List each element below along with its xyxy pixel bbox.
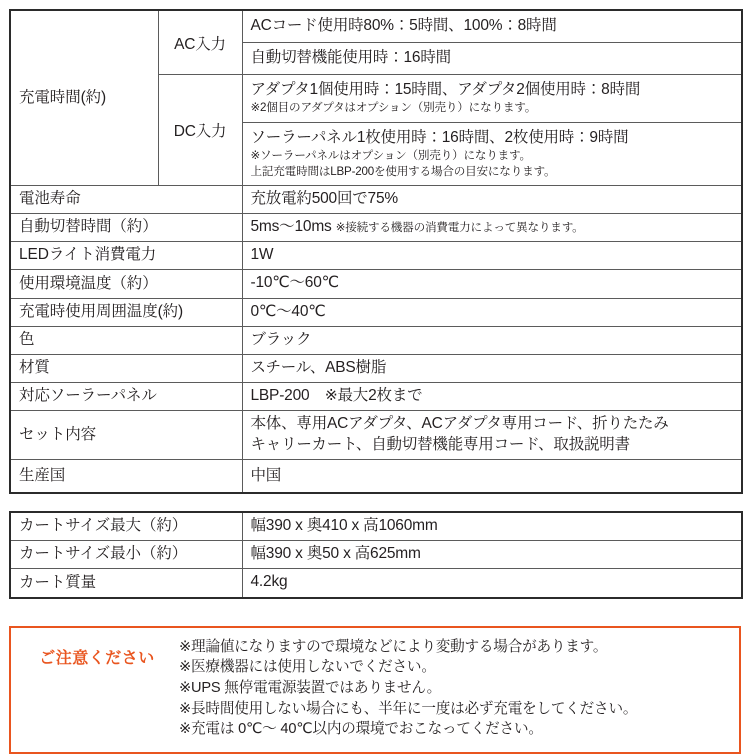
row-label: 電池寿命 (19, 190, 81, 208)
dc-row-1-note-1: ※2個目のアダプタはオプション（別売り）になります。 (250, 101, 537, 115)
dc-row-2-note-1: ※ソーラーパネルはオプション（別売り）になります。 (250, 149, 531, 163)
main-spec-table (9, 9, 743, 494)
ac-row-2-cell (242, 43, 742, 75)
row-value-cell (242, 298, 742, 326)
row-label-cell (10, 512, 242, 541)
row-value: 1W (250, 246, 274, 264)
row-value-cell (242, 186, 742, 214)
row-value-cell (242, 541, 742, 569)
ac-row-1-cell (242, 10, 742, 43)
row-label: 充電時使用周囲温度(約) (19, 302, 184, 320)
dc-input-label-cell (158, 75, 242, 186)
row-label-cell (10, 411, 242, 460)
table-row (10, 541, 742, 569)
table-row (10, 512, 742, 541)
caution-note-list (177, 637, 733, 741)
table-row (10, 214, 742, 242)
row-label-cell (10, 270, 242, 298)
row-label: カートサイズ最小（約） (19, 545, 188, 563)
row-value-cell (242, 569, 742, 598)
caution-note-item: ※UPS 無停電電源装置ではありません。 (179, 679, 442, 696)
row-value-cell (242, 242, 742, 270)
row-label: カートサイズ最大（約） (19, 517, 188, 535)
table-row (10, 411, 742, 460)
row-value-cell (242, 270, 742, 298)
dc-row-2-content (243, 125, 742, 183)
cart-spec-table (9, 511, 743, 598)
row-value: スチール、ABS樹脂 (250, 358, 387, 376)
row-value-multiline (243, 411, 742, 458)
caution-note-item: ※医療機器には使用しないでください。 (179, 659, 436, 676)
row-value: 中国 (250, 466, 282, 484)
dc-row-2-note-2: 上記充電時間はLBP-200を使用する場合の目安になります。 (250, 164, 556, 178)
table-row (10, 460, 742, 494)
caution-note-item: ※理論値になりますので環境などにより変動する場合があります。 (179, 638, 608, 655)
row-value-cell (242, 512, 742, 541)
table-row (10, 186, 742, 214)
row-label-cell (10, 326, 242, 354)
dc-row-2-cell (242, 123, 742, 186)
row-label: カート質量 (19, 573, 97, 591)
row-value: 4.2kg (250, 573, 288, 591)
table-row (10, 326, 742, 354)
row-label-cell (10, 541, 242, 569)
row-value-cell (242, 411, 742, 460)
table-row (10, 569, 742, 598)
row-label: 自動切替時間（約） (19, 218, 158, 236)
row-value-line-2: キャリーカート、自動切替機能専用コード、取扱説明書 (250, 435, 630, 453)
row-value-note: ※接続する機器の消費電力によって異なります。 (335, 221, 584, 235)
row-label: 生産国 (19, 466, 66, 484)
table-row (10, 354, 742, 382)
row-value: -10℃〜60℃ (250, 274, 339, 292)
ac-row-2-value: 自動切替機能使用時：16時間 (250, 48, 451, 66)
row-value-cell (242, 382, 742, 410)
row-value: LBP-200 ※最大2枚まで (250, 386, 423, 404)
dc-row-2-value: ソーラーパネル1枚使用時：16時間、2枚使用時：9時間 (250, 128, 629, 146)
row-label-cell (10, 382, 242, 410)
table-row (10, 270, 742, 298)
row-value-line-1: 本体、専用ACアダプタ、ACアダプタ専用コード、折りたたみ (250, 415, 669, 433)
row-label: 使用環境温度（約） (19, 274, 158, 292)
table-row (10, 382, 742, 410)
row-value-cell (242, 354, 742, 382)
row-value: 0℃〜40℃ (250, 302, 326, 320)
table-separator-gap (9, 494, 741, 511)
row-value-cell (242, 460, 742, 494)
row-label-cell (10, 186, 242, 214)
row-value: 充放電約500回で75% (250, 190, 398, 207)
caution-box (9, 626, 741, 754)
row-label-cell (10, 354, 242, 382)
ac-row-1-value: ACコード使用時80%：5時間、100%：8時間 (250, 16, 557, 34)
table-row (10, 242, 742, 270)
row-value-cell (242, 326, 742, 354)
caution-title: ご注意ください (39, 649, 155, 667)
caution-note-item: ※長時間使用しない場合にも、半年に一度は必ず充電をしてください。 (179, 700, 638, 717)
row-value: 幅390 x 奥50 x 高625mm (250, 545, 421, 563)
dc-row-1-content (243, 77, 742, 120)
table-row (10, 298, 742, 326)
row-label: 対応ソーラーパネル (19, 387, 157, 405)
row-label-cell (10, 298, 242, 326)
ac-input-label-cell (158, 10, 242, 75)
row-label: 色 (19, 330, 35, 348)
row-label: 材質 (19, 359, 50, 376)
row-value-cell (242, 214, 742, 242)
row-value: ブラック (250, 330, 312, 348)
charging-time-label-cell (10, 10, 158, 186)
row-value: 5ms〜10ms (250, 218, 332, 236)
row-value: 幅390 x 奥410 x 高1060mm (250, 517, 438, 535)
row-label-cell (10, 242, 242, 270)
row-label: セット内容 (19, 425, 97, 443)
row-label-cell (10, 460, 242, 494)
ac-input-label: AC入力 (174, 35, 226, 53)
caution-note-item: ※充電は 0℃〜 40℃以内の環境でおこなってください。 (179, 721, 543, 738)
table-row (10, 10, 742, 43)
dc-input-label: DC入力 (173, 123, 227, 140)
charging-time-label: 充電時間(約) (19, 88, 107, 106)
row-label: LEDライト消費電力 (19, 246, 157, 264)
row-label-cell (10, 569, 242, 598)
row-value-wrapper (243, 214, 742, 241)
row-label-cell (10, 214, 242, 242)
dc-row-1-value: アダプタ1個使用時：15時間、アダプタ2個使用時：8時間 (250, 81, 641, 99)
dc-row-1-cell (242, 75, 742, 123)
